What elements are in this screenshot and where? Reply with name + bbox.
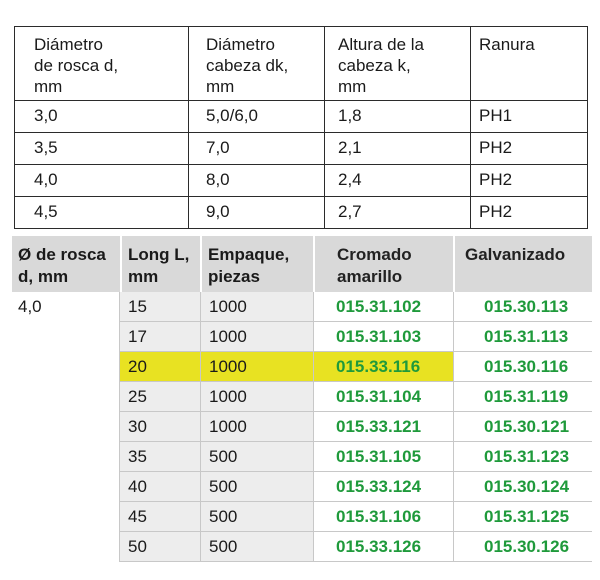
cell-diameter: 4,0	[12, 292, 120, 562]
cell-length: 17	[120, 322, 200, 352]
dimensions-row	[15, 133, 588, 165]
cell-package: 1000	[200, 412, 313, 442]
cell-length: 50	[120, 532, 200, 562]
article-codes-table	[12, 236, 592, 562]
cell-head-diameter: 9,0	[189, 197, 325, 229]
header-package: Empaque, piezas	[200, 236, 313, 292]
header-galvanized: Galvanizado	[453, 236, 592, 292]
dimensions-header-row	[15, 27, 588, 101]
cell-package: 1000	[200, 352, 313, 382]
cell-slot: PH2	[471, 133, 588, 165]
cell-thread-diameter: 3,5	[15, 133, 189, 165]
cell-slot: PH2	[471, 165, 588, 197]
header-yellow-chrome: Cromado amarillo	[313, 236, 453, 292]
cell-length: 15	[120, 292, 200, 322]
cell-code-yellow-chrome[interactable]: 015.31.104	[313, 382, 453, 412]
cell-slot: PH1	[471, 101, 588, 133]
cell-head-diameter: 5,0/6,0	[189, 101, 325, 133]
cell-package: 1000	[200, 322, 313, 352]
cell-code-yellow-chrome[interactable]: 015.33.124	[313, 472, 453, 502]
codes-row	[12, 292, 592, 322]
cell-code-galvanized[interactable]: 015.30.113	[453, 292, 592, 322]
cell-code-yellow-chrome[interactable]: 015.31.105	[313, 442, 453, 472]
dimensions-row	[15, 165, 588, 197]
cell-thread-diameter: 4,5	[15, 197, 189, 229]
cell-length: 45	[120, 502, 200, 532]
cell-package: 500	[200, 442, 313, 472]
cell-code-galvanized[interactable]: 015.31.123	[453, 442, 592, 472]
cell-head-diameter: 8,0	[189, 165, 325, 197]
cell-length: 40	[120, 472, 200, 502]
cell-code-galvanized[interactable]: 015.30.126	[453, 532, 592, 562]
header-head-height: Altura de la cabeza k, mm	[325, 27, 471, 101]
cell-code-yellow-chrome[interactable]: 015.31.103	[313, 322, 453, 352]
header-thread-diameter: Diámetro de rosca d, mm	[15, 27, 189, 101]
cell-slot: PH2	[471, 197, 588, 229]
cell-code-yellow-chrome[interactable]: 015.33.126	[313, 532, 453, 562]
cell-code-yellow-chrome[interactable]: 015.31.106	[313, 502, 453, 532]
cell-package: 500	[200, 472, 313, 502]
cell-length: 35	[120, 442, 200, 472]
header-length: Long L, mm	[120, 236, 200, 292]
header-diameter: Ø de rosca d, mm	[12, 236, 120, 292]
cell-head-height: 1,8	[325, 101, 471, 133]
dimensions-row	[15, 101, 588, 133]
cell-length: 30	[120, 412, 200, 442]
screw-dimensions-table	[14, 26, 588, 229]
cell-code-galvanized[interactable]: 015.30.116	[453, 352, 592, 382]
codes-header-row	[12, 236, 592, 292]
cell-code-yellow-chrome[interactable]: 015.33.121	[313, 412, 453, 442]
header-slot: Ranura	[471, 27, 588, 101]
cell-code-yellow-chrome[interactable]: 015.31.102	[313, 292, 453, 322]
cell-code-galvanized[interactable]: 015.31.125	[453, 502, 592, 532]
cell-package: 500	[200, 532, 313, 562]
cell-head-diameter: 7,0	[189, 133, 325, 165]
cell-thread-diameter: 3,0	[15, 101, 189, 133]
cell-length: 20	[120, 352, 200, 382]
cell-code-galvanized[interactable]: 015.30.121	[453, 412, 592, 442]
cell-package: 1000	[200, 382, 313, 412]
cell-code-galvanized[interactable]: 015.30.124	[453, 472, 592, 502]
codes-body	[12, 292, 592, 562]
cell-thread-diameter: 4,0	[15, 165, 189, 197]
cell-code-galvanized[interactable]: 015.31.119	[453, 382, 592, 412]
cell-head-height: 2,4	[325, 165, 471, 197]
cell-length: 25	[120, 382, 200, 412]
header-head-diameter: Diámetro cabeza dk, mm	[189, 27, 325, 101]
cell-head-height: 2,1	[325, 133, 471, 165]
cell-code-galvanized[interactable]: 015.31.113	[453, 322, 592, 352]
cell-package: 1000	[200, 292, 313, 322]
dimensions-row	[15, 197, 588, 229]
cell-head-height: 2,7	[325, 197, 471, 229]
cell-package: 500	[200, 502, 313, 532]
cell-code-yellow-chrome[interactable]: 015.33.116	[313, 352, 453, 382]
